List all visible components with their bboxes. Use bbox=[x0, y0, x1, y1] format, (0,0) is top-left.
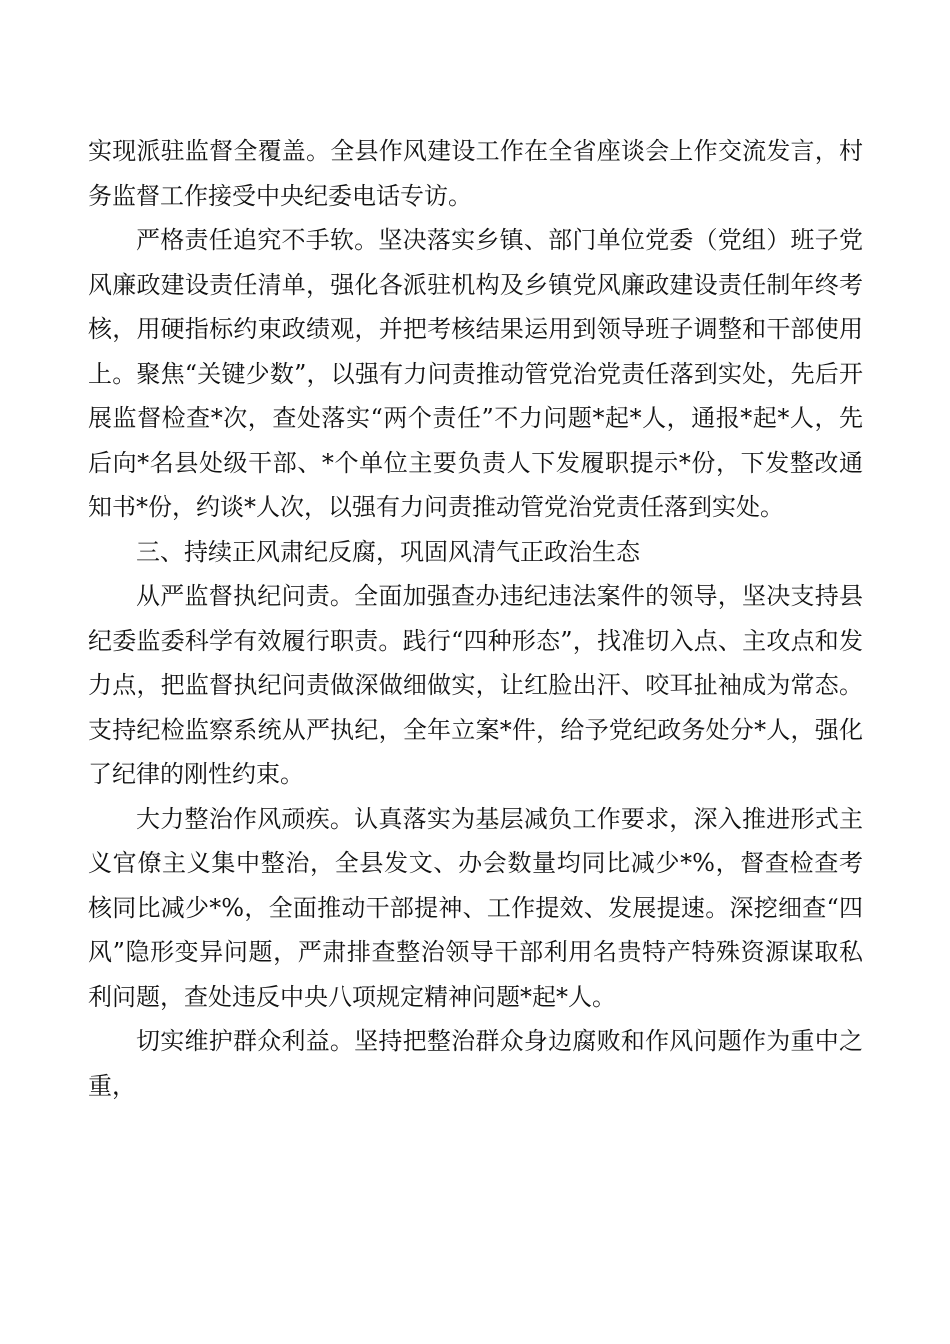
document-body bbox=[88, 129, 863, 1108]
paragraph-continuation: 实现派驻监督全覆盖。全县作风建设工作在全省座谈会上作交流发言，村务监督工作接受中央纪委电话专访。 bbox=[88, 137, 863, 210]
section-heading: 三、持续正风肃纪反腐，巩固风清气正政治生态 bbox=[136, 537, 640, 566]
paragraph-public-interest: 切实维护群众利益。坚持把整治群众身边腐败和作风问题作为重中之重， bbox=[88, 1027, 863, 1100]
paragraph-discipline: 从严监督执纪问责。全面加强查办违纪违法案件的领导，坚决支持县纪委监委科学有效履行职责。践行“四种形态”，找准切入点、主攻点和发力点，把监督执纪问责做深做细做实，让红脸出汗、咬耳扯袖成为常态。支持纪检监察系统从严执纪，全年立案*件，给予党纪政务处分*人，强化了纪律的刚性约束。 bbox=[88, 582, 863, 788]
paragraph-work-style: 大力整治作风顽疾。认真落实为基层减负工作要求，深入推进形式主义官僚主义集中整治，全县发文、办会数量均同比减少*%，督查检查考核同比减少*%，全面推动干部提神、工作提效、发展提速。深挖细查“四风”隐形变异问题，严肃排查整治领导干部利用名贵特产特殊资源谋取私利问题，查处违反中央八项规定精神问题*起*人。 bbox=[88, 804, 863, 1011]
paragraph-accountability: 严格责任追究不手软。坚决落实乡镇、部门单位党委（党组）班子党风廉政建设责任清单，强化各派驻机构及乡镇党风廉政建设责任制年终考核，用硬指标约束政绩观，并把考核结果运用到领导班子调整和干部使用上。聚焦“关键少数”，以强有力问责推动管党治党责任落到实处，先后开展监督检查*次，查处落实“两个责任”不力问题*起*人，通报*起*人，先后向*名县处级干部、*个单位主要负责人下发履职提示*份，下发整改通知书*份，约谈*人次，以强有力问责推动管党治党责任落到实处。 bbox=[88, 226, 863, 521]
